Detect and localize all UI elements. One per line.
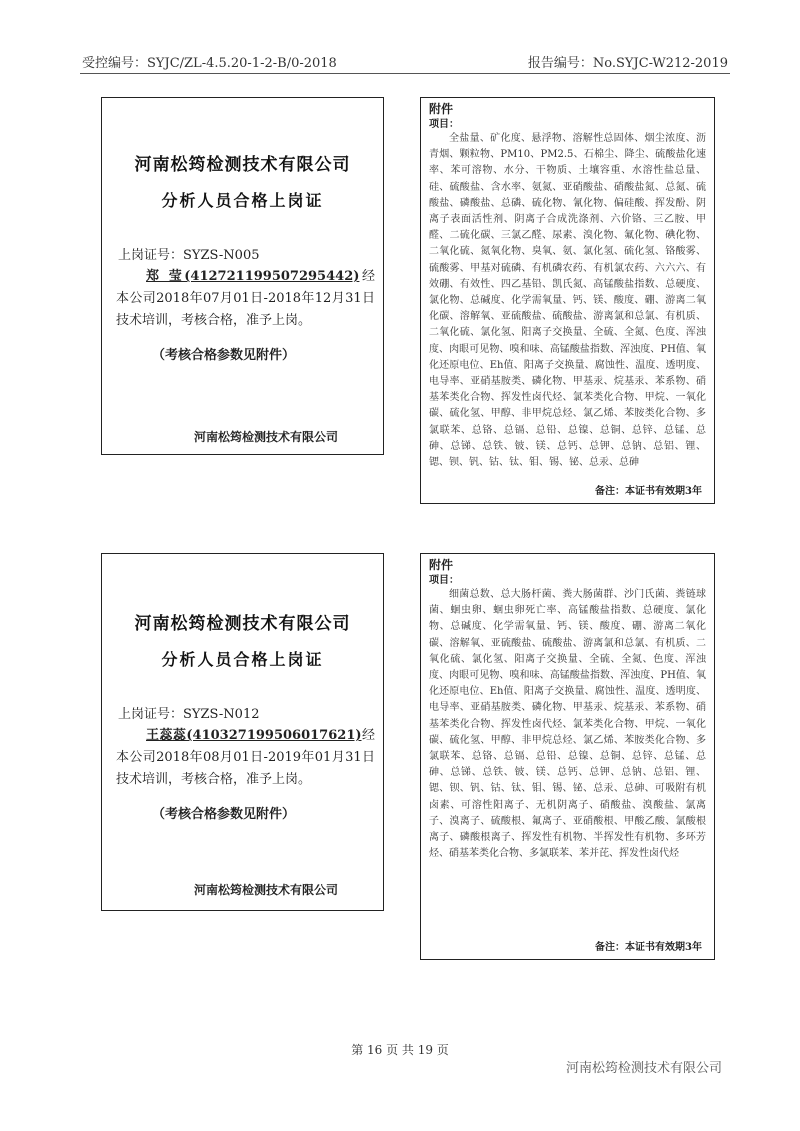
certificate-text: 经本公司2018年07月01日-2018年12月31日技术培训，考核合格，准予上岗。: [116, 269, 375, 328]
annex-card: [420, 97, 715, 504]
certificate-note: （考核合格参数见附件）: [152, 807, 296, 822]
annex-remark: 备注：本证书有效期3年: [595, 486, 702, 497]
certificate-number: 上岗证号：SYZS-N005: [118, 248, 260, 263]
annex-heading: 附件: [429, 102, 454, 116]
control-number: 受控编号：SYJC/ZL-4.5.20-1-2-B/0-2018: [82, 56, 337, 71]
report-number: 报告编号：No.SYJC-W212-2019: [527, 56, 728, 71]
annex-remark: 备注：本证书有效期3年: [595, 942, 702, 953]
holder-name: 郑 莹(412721199507295442): [146, 269, 360, 284]
certificate-issuer: 河南松筠检测技术有限公司: [194, 883, 339, 897]
certificate-title: 分析人员合格上岗证: [161, 191, 324, 210]
certificate-body: [116, 266, 375, 332]
page-number: 第 16 页 共 19 页: [351, 1043, 449, 1057]
certificate-note: （考核合格参数见附件）: [152, 348, 296, 363]
annex-subheading: 项目：: [429, 119, 459, 130]
certificate-text: 经本公司2018年08月01日-2019年01月31日技术培训，考核合格，准予上岗。: [116, 728, 375, 787]
header-divider: [80, 73, 730, 74]
certificate-company: 河南松筠检测技术有限公司: [134, 155, 351, 175]
annex-items: 全盐量、矿化度、悬浮物、溶解性总固体、烟尘浓度、沥青烟、颗粒物、PM10、PM2.5、石棉尘、降尘、硫酸盐化速率、苯可溶物、水分、干物质、土壤容重、水溶性盐总量、硅、硫酸盐、含水率、氨氮、亚硝酸盐、硝酸盐氮、总氮、硫酸盐、磷酸盐、总磷、硫化物、氰化物、偏硅酸、挥发酚、阴离子表面活性剂、阴离子合成洗涤剂、六价铬、三乙胺、甲醛、二硫化碳、三氯乙醛、尿素、溴化物、氟化物、碘化物、二氧化硫、氮氧化物、臭氧、氨、氯化氢、硫化氢、铬酸雾、硫酸雾、甲基对硫磷、有机磷农药、有机氯农药、六六六、有效硼、有效性、四乙基铅、凯氏氮、高锰酸盐指数、总硬度、氯化物、总碱度、化学需氧量、钙、镁、酸度、硼、游离二氧化碳、溶解氧、亚硫酸盐、硫酸盐、游离氯和总氯、有机质、二氧化硫、氯化氢、阳离子交换量、全硫、全氮、色度、浑浊度、肉眼可见物、嗅和味、高锰酸盐指数、浑浊度、PH值、氧化还原电位、Eh值、阳离子交换量、腐蚀性、温度、透明度、电导率、亚硝基胺类、磷化物、甲基汞、烷基汞、苯系物、硝基苯类化合物、挥发性卤代烃、氯苯类化合物、甲烷、一氧化碳、硫化氢、甲醇、非甲烷总烃、氯乙烯、苯胺类化合物、多氯联苯、总铬、总镉、总铅、总镍、总铜、总锌、总锰、总砷、总锑、总铁、铍、镁、总钙、总钾、总钠、总铝、锂、锶、钡、钒、钴、钛、钼、锡、铋、总汞、总砷: [429, 133, 706, 469]
annex-card: [420, 553, 715, 960]
annex-heading: 附件: [429, 558, 454, 572]
certificate-body: [116, 725, 375, 791]
holder-name: 王蕊蕊(410327199506017621): [146, 728, 362, 743]
annex-subheading: 项目：: [429, 575, 459, 586]
certificate-company: 河南松筠检测技术有限公司: [134, 614, 351, 634]
footer-company: 河南松筠检测技术有限公司: [565, 1061, 722, 1076]
annex-items: 细菌总数、总大肠杆菌、粪大肠菌群、沙门氏菌、粪链球菌、蛔虫卵、蛔虫卵死亡率、高锰酸盐指数、总硬度、氯化物、总碱度、化学需氧量、钙、镁、酸度、硼、游离二氧化碳、溶解氧、亚硫酸盐、硫酸盐、游离氯和总氯、有机质、二氧化硫、氯化氢、阳离子交换量、全硫、全氮、色度、浑浊度、肉眼可见物、嗅和味、高锰酸盐指数、浑浊度、PH值、氧化还原电位、Eh值、阳离子交换量、腐蚀性、温度、透明度、电导率、亚硝基胺类、磷化物、甲基汞、烷基汞、苯系物、硝基苯类化合物、挥发性卤代烃、氯苯类化合物、甲烷、一氧化碳、硫化氢、甲醇、非甲烷总烃、氯乙烯、苯胺类化合物、多氯联苯、总铬、总镉、总铅、总镍、总铜、总锌、总锰、总砷、总锑、总铁、铍、镁、总钙、总钾、总钠、总铝、锂、锶、钡、钒、钴、钛、钼、锡、铋、总汞、总砷、可吸附有机卤素、可溶性阳离子、无机阴离子、硝酸盐、溴酸盐、氯离子、溴离子、硫酸根、氟离子、亚硝酸根、甲酸乙酸、氯酸根离子、磷酸根离子、挥发性有机物、半挥发性有机物、多环芳烃、硝基苯类化合物、多氯联苯、苯并芘、挥发性卤代烃: [429, 589, 706, 860]
certificate-title: 分析人员合格上岗证: [161, 650, 324, 669]
certificate-card: [101, 553, 384, 911]
certificate-card: [101, 97, 384, 455]
certificate-issuer: 河南松筠检测技术有限公司: [194, 430, 339, 444]
certificate-number: 上岗证号：SYZS-N012: [118, 707, 260, 722]
